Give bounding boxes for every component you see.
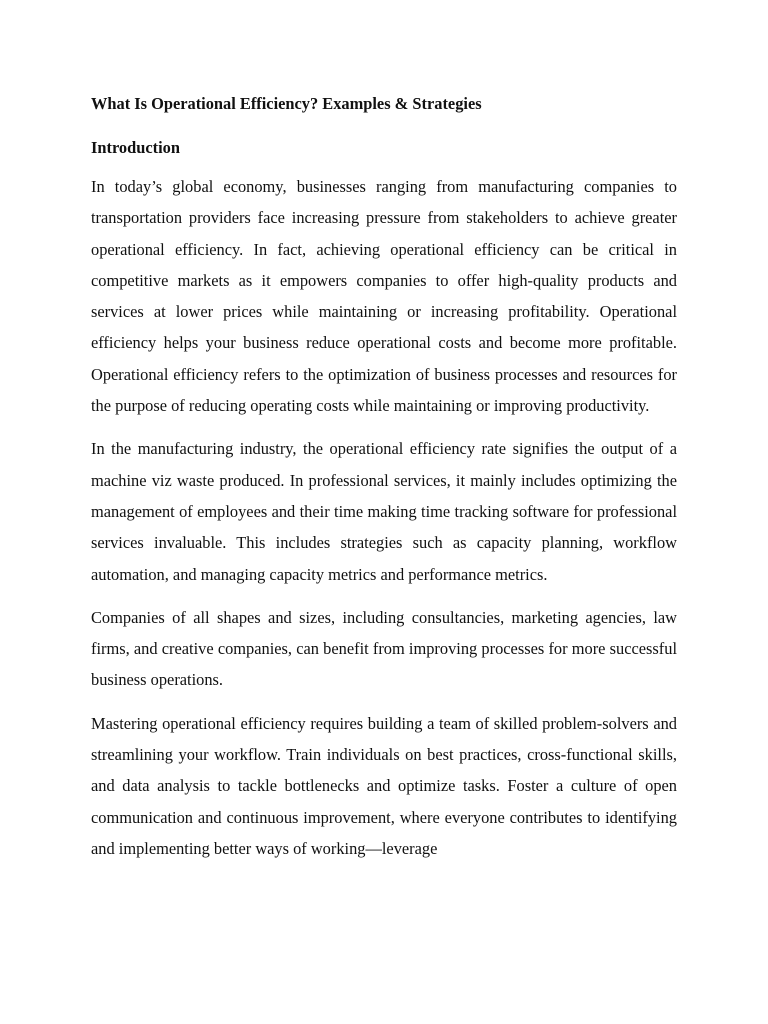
paragraph: In today’s global economy, businesses ranging from manufacturing companies to transportation providers face increasing pressure from stakeholders to achieve greater operational efficiency. In fact, achieving operational efficiency can be critical in competitive markets as it empowers companies to offer high-quality products and services at lower prices while maintaining or increasing profitability. Operational efficiency helps your business reduce operational costs and become more profitable. Operational efficiency refers to the optimization of business processes and resources for the purpose of reducing operating costs while maintaining or improving productivity.: [91, 177, 677, 416]
document-title: What Is Operational Efficiency? Examples & Strategies: [91, 94, 482, 113]
paragraph: Mastering operational efficiency requires building a team of skilled problem-solvers and streamlining your workflow. Train individuals on best practices, cross-functional skills, and data analysis to tackle bottlenecks and optimize tasks. Foster a culture of open communication and continuous improvement, where everyone contributes to identifying and implementing better ways of working—leverage: [91, 713, 677, 858]
paragraph: Companies of all shapes and sizes, including consultancies, marketing agencies, law firms, and creative companies, can benefit from improving processes for more successful business operations.: [91, 607, 677, 690]
paragraph: In the manufacturing industry, the operational efficiency rate signifies the output of a machine viz waste produced. In professional services, it mainly includes optimizing the management of employees and their time making time tracking software for professional services invaluable. This includes strategies such as capacity planning, workflow automation, and managing capacity metrics and performance metrics.: [91, 439, 677, 584]
section-heading-introduction: Introduction: [91, 138, 180, 157]
document-body: [91, 91, 677, 876]
